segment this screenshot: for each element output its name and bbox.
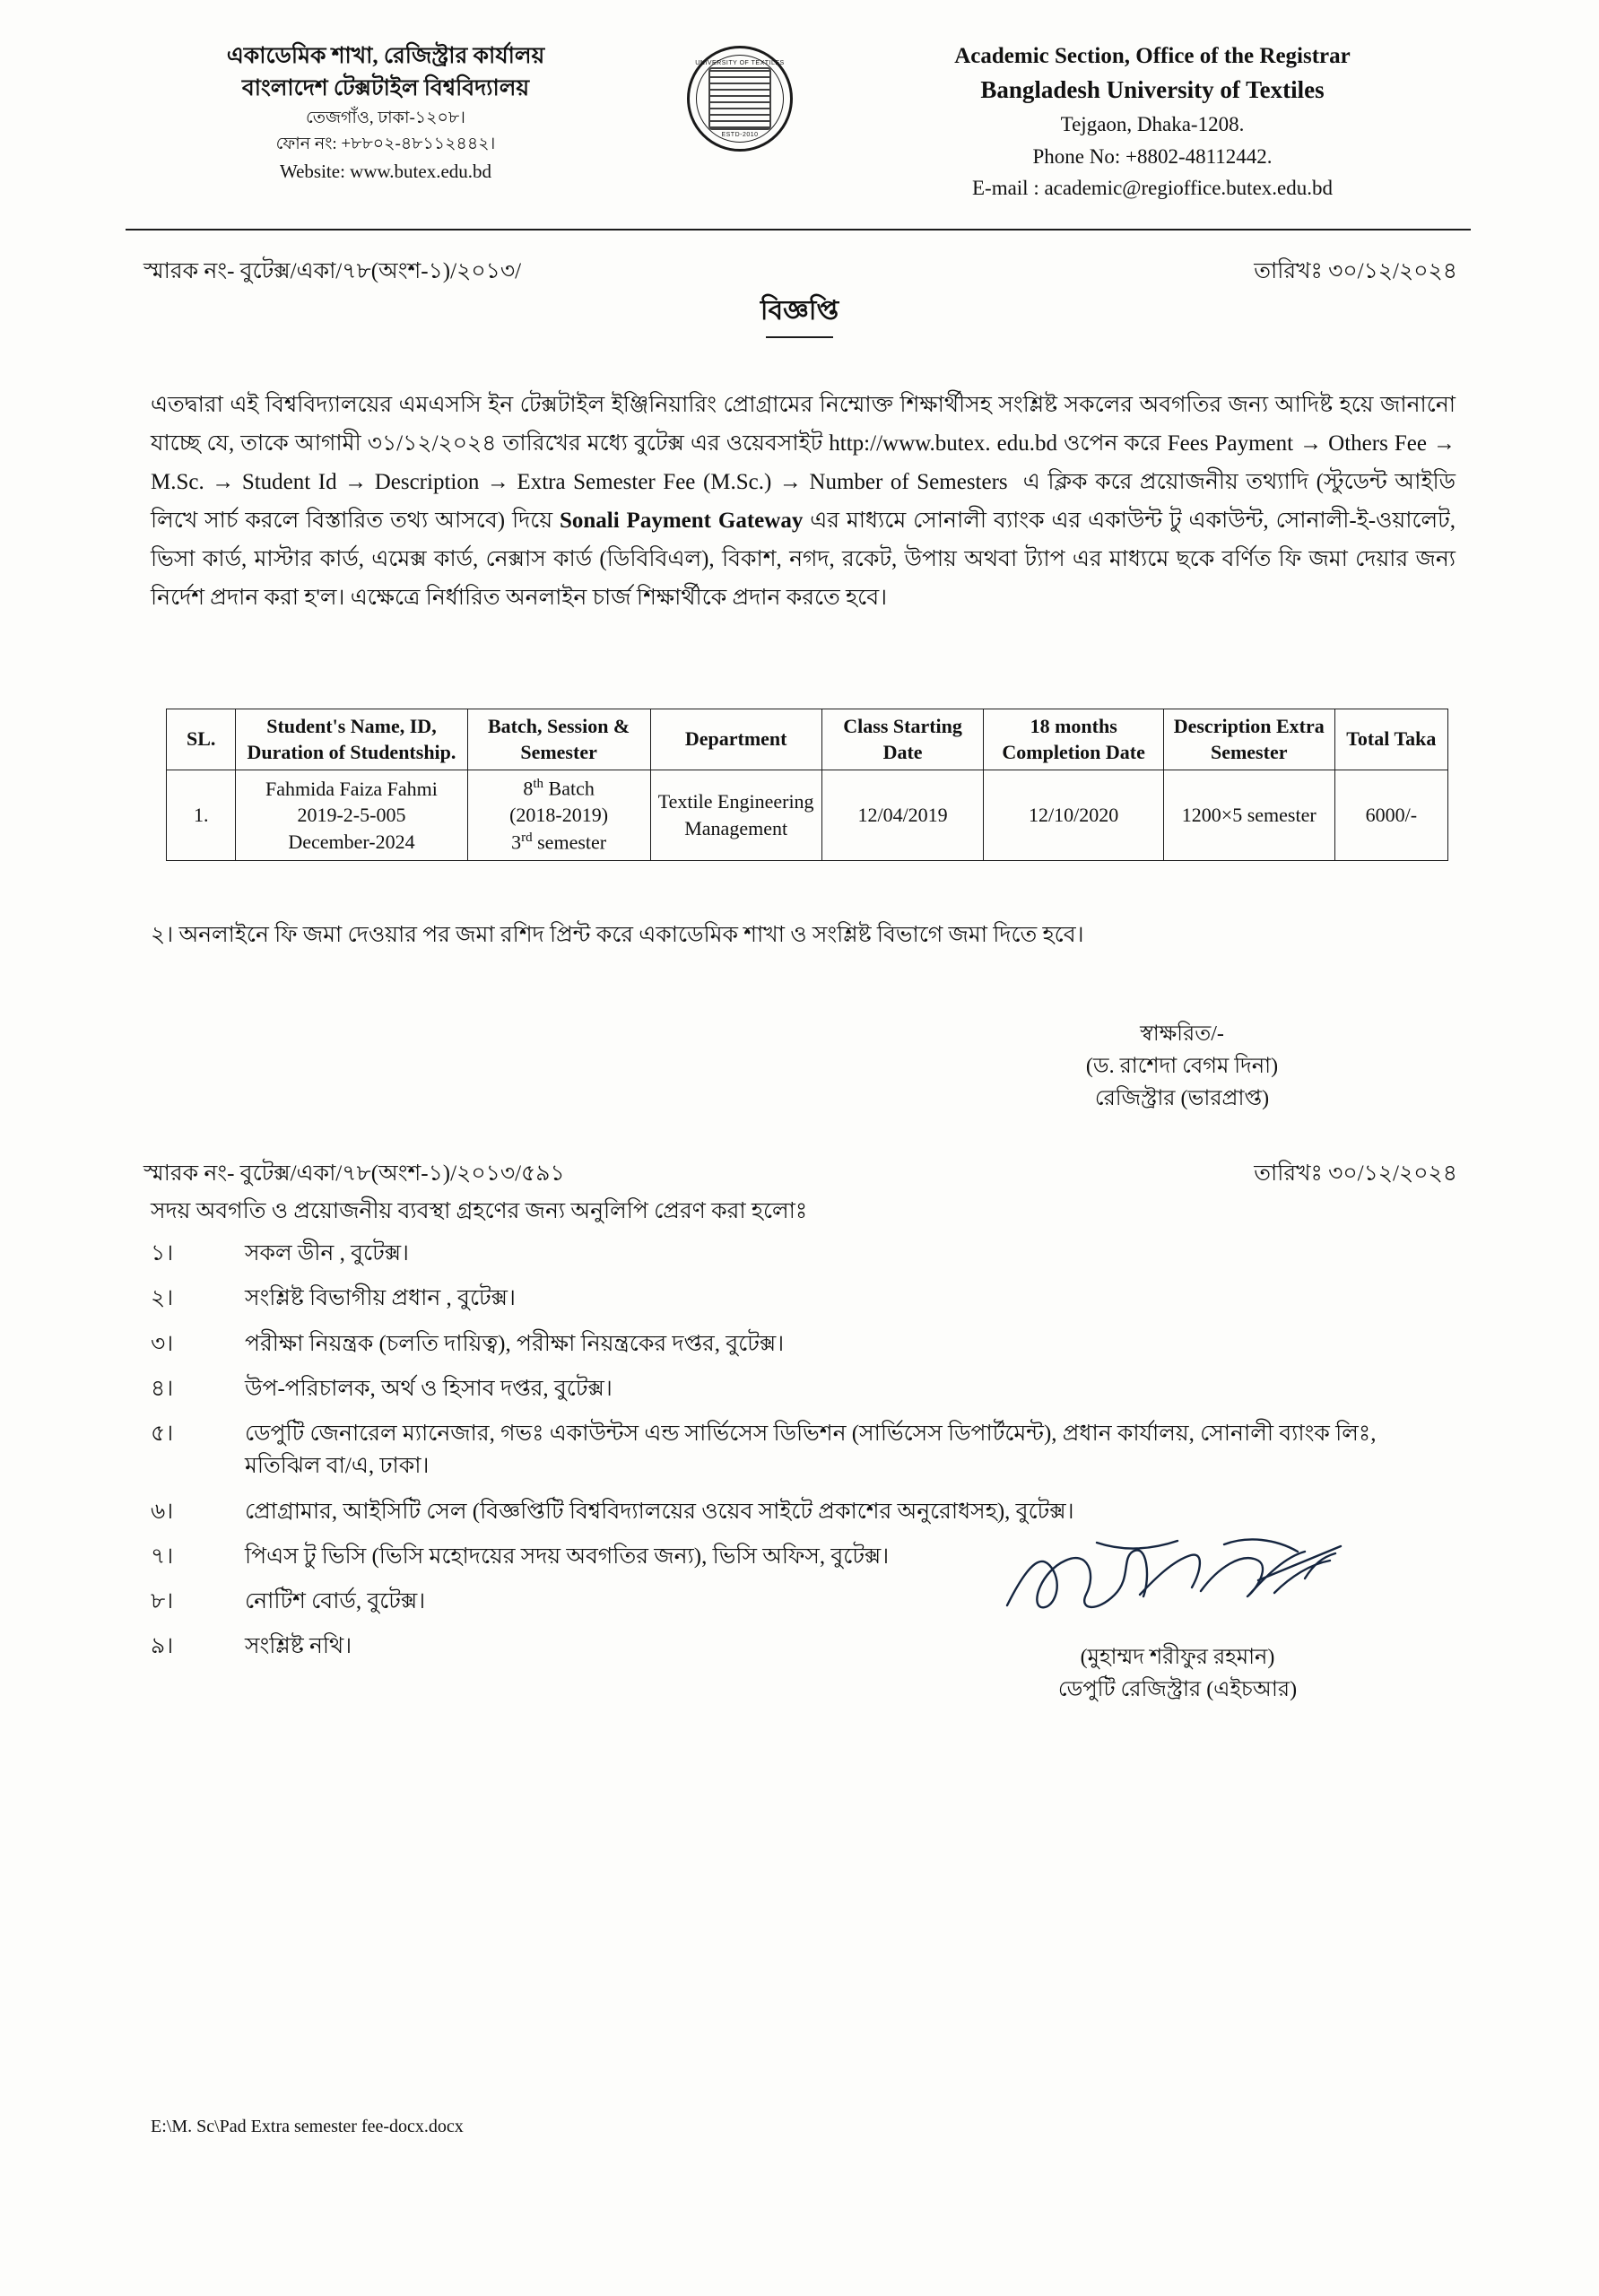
list-item-number: ৭। [151, 1544, 174, 1569]
col-header-department: Department [650, 709, 821, 770]
list-item-text: উপ-পরিচালক, অর্থ ও হিসাব দপ্তর, বুটেক্স। [245, 1376, 613, 1401]
cell-class-start: 12/04/2019 [821, 770, 984, 861]
signature-registrar-designation: রেজিস্ট্রার (ভারপ্রাপ্ত) [1094, 1087, 1270, 1110]
list-item [151, 1238, 1456, 1270]
col-header-completion: 18 months Completion Date [984, 709, 1163, 770]
page-title [0, 289, 1599, 338]
table-row [167, 770, 1448, 861]
cell-department [650, 770, 821, 861]
list-item [151, 1586, 1456, 1618]
list-item [151, 1496, 1456, 1528]
col-header-class-start: Class Starting Date [821, 709, 984, 770]
list-item [151, 1283, 1456, 1315]
cell-semester: 3rd semester [511, 830, 607, 854]
signature-registrar-name: (ড. রাশেদা বেগম দিনা) [1085, 1055, 1279, 1078]
seal-container [673, 40, 807, 152]
copy-distribution-line: সদয় অবগতি ও প্রয়োজনীয় ব্যবস্থা গ্রহণের জন্য অনুলিপি প্রেরণ করা হলোঃ [151, 1199, 808, 1223]
list-item-text: সংশ্লিষ্ট বিভাগীয় প্রধান , বুটেক্স। [245, 1286, 516, 1311]
list-item-number: ৪। [151, 1376, 174, 1401]
fee-table-body [167, 770, 1448, 861]
letterhead-bn-line4: ফোন নং: +৮৮০২-৪৮১১২৪৪২। [275, 134, 496, 153]
header-divider [126, 229, 1471, 230]
cell-session: (2018-2019) [509, 804, 609, 827]
col-header-student: Student's Name, ID, Duration of Studentship. [236, 709, 467, 770]
cell-department-text: Textile Engineering Management [657, 790, 814, 840]
memo2-number: স্মারক নং- বুটেক্স/একা/৭৮(অংশ-১)/২০১৩/৫৯১ [143, 1161, 565, 1186]
cell-completion: 12/10/2020 [984, 770, 1163, 861]
list-item-number: ৮। [151, 1589, 174, 1613]
cell-student [236, 770, 467, 861]
col-header-description: Description Extra Semester [1163, 709, 1334, 770]
deputy-registrar-name: (মুহাম্মদ শরীফুর রহমান) [1080, 1646, 1275, 1669]
memo-row-second [143, 1155, 1457, 1194]
cell-total: 6000/- [1334, 770, 1447, 861]
seal-bottom-text: ESTD-2010 [721, 132, 759, 138]
letterhead-bn-line3: তেজগাঁও, ঢাকা-১২০৮। [306, 109, 465, 127]
col-header-sl: SL. [167, 709, 236, 770]
list-item-number: ১। [151, 1241, 174, 1265]
list-item [151, 1373, 1456, 1405]
list-item-text: পরীক্ষা নিয়ন্ত্রক (চলতি দায়িত্ব), পরীক্ষা নিয়ন্ত্রকের দপ্তর, বুটেক্স। [245, 1331, 785, 1356]
letterhead-english-block [843, 40, 1462, 203]
letterhead-en-university: Bangladesh University of Textiles [980, 76, 1325, 104]
letterhead [135, 40, 1462, 203]
list-item-number: ৯। [151, 1634, 174, 1659]
list-item [151, 1328, 1456, 1361]
memo2-date: তারিখঃ ৩০/১২/২০২৪ [1254, 1161, 1457, 1186]
list-item-number: ২। [151, 1286, 174, 1311]
deputy-registrar-designation: ডেপুটি রেজিস্ট্রার (এইচআর) [1057, 1678, 1298, 1701]
cell-sl: 1. [167, 770, 236, 861]
col-header-total: Total Taka [1334, 709, 1447, 770]
seal-emblem-icon [708, 67, 771, 130]
memo-row [143, 253, 1457, 291]
notice-body-paragraph: এতদ্বারা এই বিশ্ববিদ্যালয়ের এমএসসি ইন টেক্সটাইল ইঞ্জিনিয়ারিং প্রোগ্রামের নিম্মোক্ত শিক্ষার্থীসহ সংশ্লিষ্ট সকলের অবগতির জন্য আদিষ্ট হয়ে জানানো যাচ্ছে যে, তাকে আগামী ৩১/১২/২০২৪ তারিখের মধ্যে বুটেক্স এর ওয়েবসাইট http://www.butex. edu.bd ওপেন করে Fees Payment → Others Fee → M.Sc. → Student Id → Description → Extra Semester Fee (M.Sc.) → Number of Semesters এ ক্লিক করে প্রয়োজনীয় তথ্যাদি (স্টুডেন্ট আইডি লিখে সার্চ করলে বিস্তারিত তথ্য আসবে) দিয়ে Sonali Payment Gateway এর মাধ্যমে সোনালী ব্যাংক এর একাউন্ট টু একাউন্ট, সোনালী-ই-ওয়ালেট, ভিসা কার্ড, মাস্টার কার্ড, এমেক্স কার্ড, নেক্সাস কার্ড (ডিবিবিএল), বিকাশ, নগদ, রকেট, উপায় অথবা ট্যাপ এর মাধ্যমে ছকে বর্ণিত ফি জমা দেয়ার জন্য নির্দেশ প্রদান করা হ'ল। এক্ষেত্রে নির্ধারিত অনলাইন চার্জ শিক্ষার্থীকে প্রদান করতে হবে। [151, 393, 1456, 610]
fee-table-wrapper [166, 709, 1448, 861]
list-item-number: ৫। [151, 1422, 174, 1446]
notice-point-two: ২। অনলাইনে ফি জমা দেওয়ার পর জমা রশিদ প্রিন্ট করে একাডেমিক শাখা ও সংশ্লিষ্ট বিভাগে জমা দিতে হবে। [151, 923, 1084, 947]
copy-recipients-list [151, 1238, 1456, 1676]
cell-description: 1200×5 semester [1163, 770, 1334, 861]
fee-table [166, 709, 1448, 861]
cell-batch [467, 770, 650, 861]
list-item-text: প্রোগ্রামার, আইসিটি সেল (বিজ্ঞপ্তিটি বিশ্ববিদ্যালয়ের ওয়েব সাইটে প্রকাশের অনুরোধসহ), বুটেক্স। [245, 1499, 1074, 1524]
list-item-number: ৬। [151, 1499, 174, 1524]
list-item-text: পিএস টু ভিসি (ভিসি মহোদয়ের সদয় অবগতির জন্য), ভিসি অফিস, বুটেক্স। [245, 1544, 890, 1569]
list-item-number: ৩। [151, 1331, 174, 1356]
memo-number: স্মারক নং- বুটেক্স/একা/৭৮(অংশ-১)/২০১৩/ [143, 259, 522, 283]
letterhead-bangla-block [135, 40, 637, 186]
list-item-text: সংশ্লিষ্ট নথি। [245, 1634, 352, 1659]
signature-block-registrar [989, 1018, 1375, 1115]
signature-signed-label: স্বাক্ষরিত/- [1140, 1022, 1224, 1046]
letterhead-en-address: Tejgaon, Dhaka-1208. [1060, 113, 1245, 136]
notice-title-text: বিজ্ঞপ্তি [760, 289, 839, 338]
table-header-row [167, 709, 1448, 770]
list-item-text: নোটিশ বোর্ড, বুটেক্স। [245, 1589, 426, 1613]
letterhead-bn-line1: একাডেমিক শাখা, রেজিস্ট্রার কার্যালয় [226, 44, 545, 68]
col-header-batch: Batch, Session & Semester [467, 709, 650, 770]
list-item-text: ডেপুটি জেনারেল ম্যানেজার, গভঃ একাউন্টস এন্ড সার্ভিসেস ডিভিশন (সার্ভিসেস ডিপার্টমেন্ট), প্রধান কার্যালয়, সোনালী ব্যাংক লিঃ, মতিঝিল বা/এ, ঢাকা। [245, 1422, 1377, 1479]
letterhead-en-email: E-mail : academic@regioffice.butex.edu.bd [971, 177, 1333, 200]
cell-student-id: 2019-2-5-005 [297, 804, 406, 827]
letterhead-en-line1: Academic Section, Office of the Registrar [954, 44, 1351, 68]
cell-student-duration: December-2024 [288, 830, 415, 853]
letterhead-en-phone: Phone No: +8802-48112442. [1032, 144, 1273, 168]
list-item [151, 1418, 1456, 1483]
seal-top-text: UNIVERSITY OF TEXTILES [695, 60, 785, 66]
memo-date: তারিখঃ ৩০/১২/২০২৪ [1254, 259, 1457, 283]
list-item-text: সকল ডীন , বুটেক্স। [245, 1241, 409, 1265]
letterhead-bn-website: Website: www.butex.edu.bd [279, 160, 492, 182]
cell-student-name: Fahmida Faiza Fahmi [265, 777, 438, 800]
university-seal-icon [687, 46, 793, 152]
letterhead-bn-line2: বাংলাদেশ টেক্সটাইল বিশ্ববিদ্যালয় [241, 75, 530, 100]
footer-file-path: E:\M. Sc\Pad Extra semester fee-docx.docx [151, 2117, 464, 2136]
signature-block-deputy-registrar [944, 1641, 1411, 1706]
cell-batch-number: 8th Batch [523, 777, 595, 800]
list-item [151, 1541, 1456, 1573]
